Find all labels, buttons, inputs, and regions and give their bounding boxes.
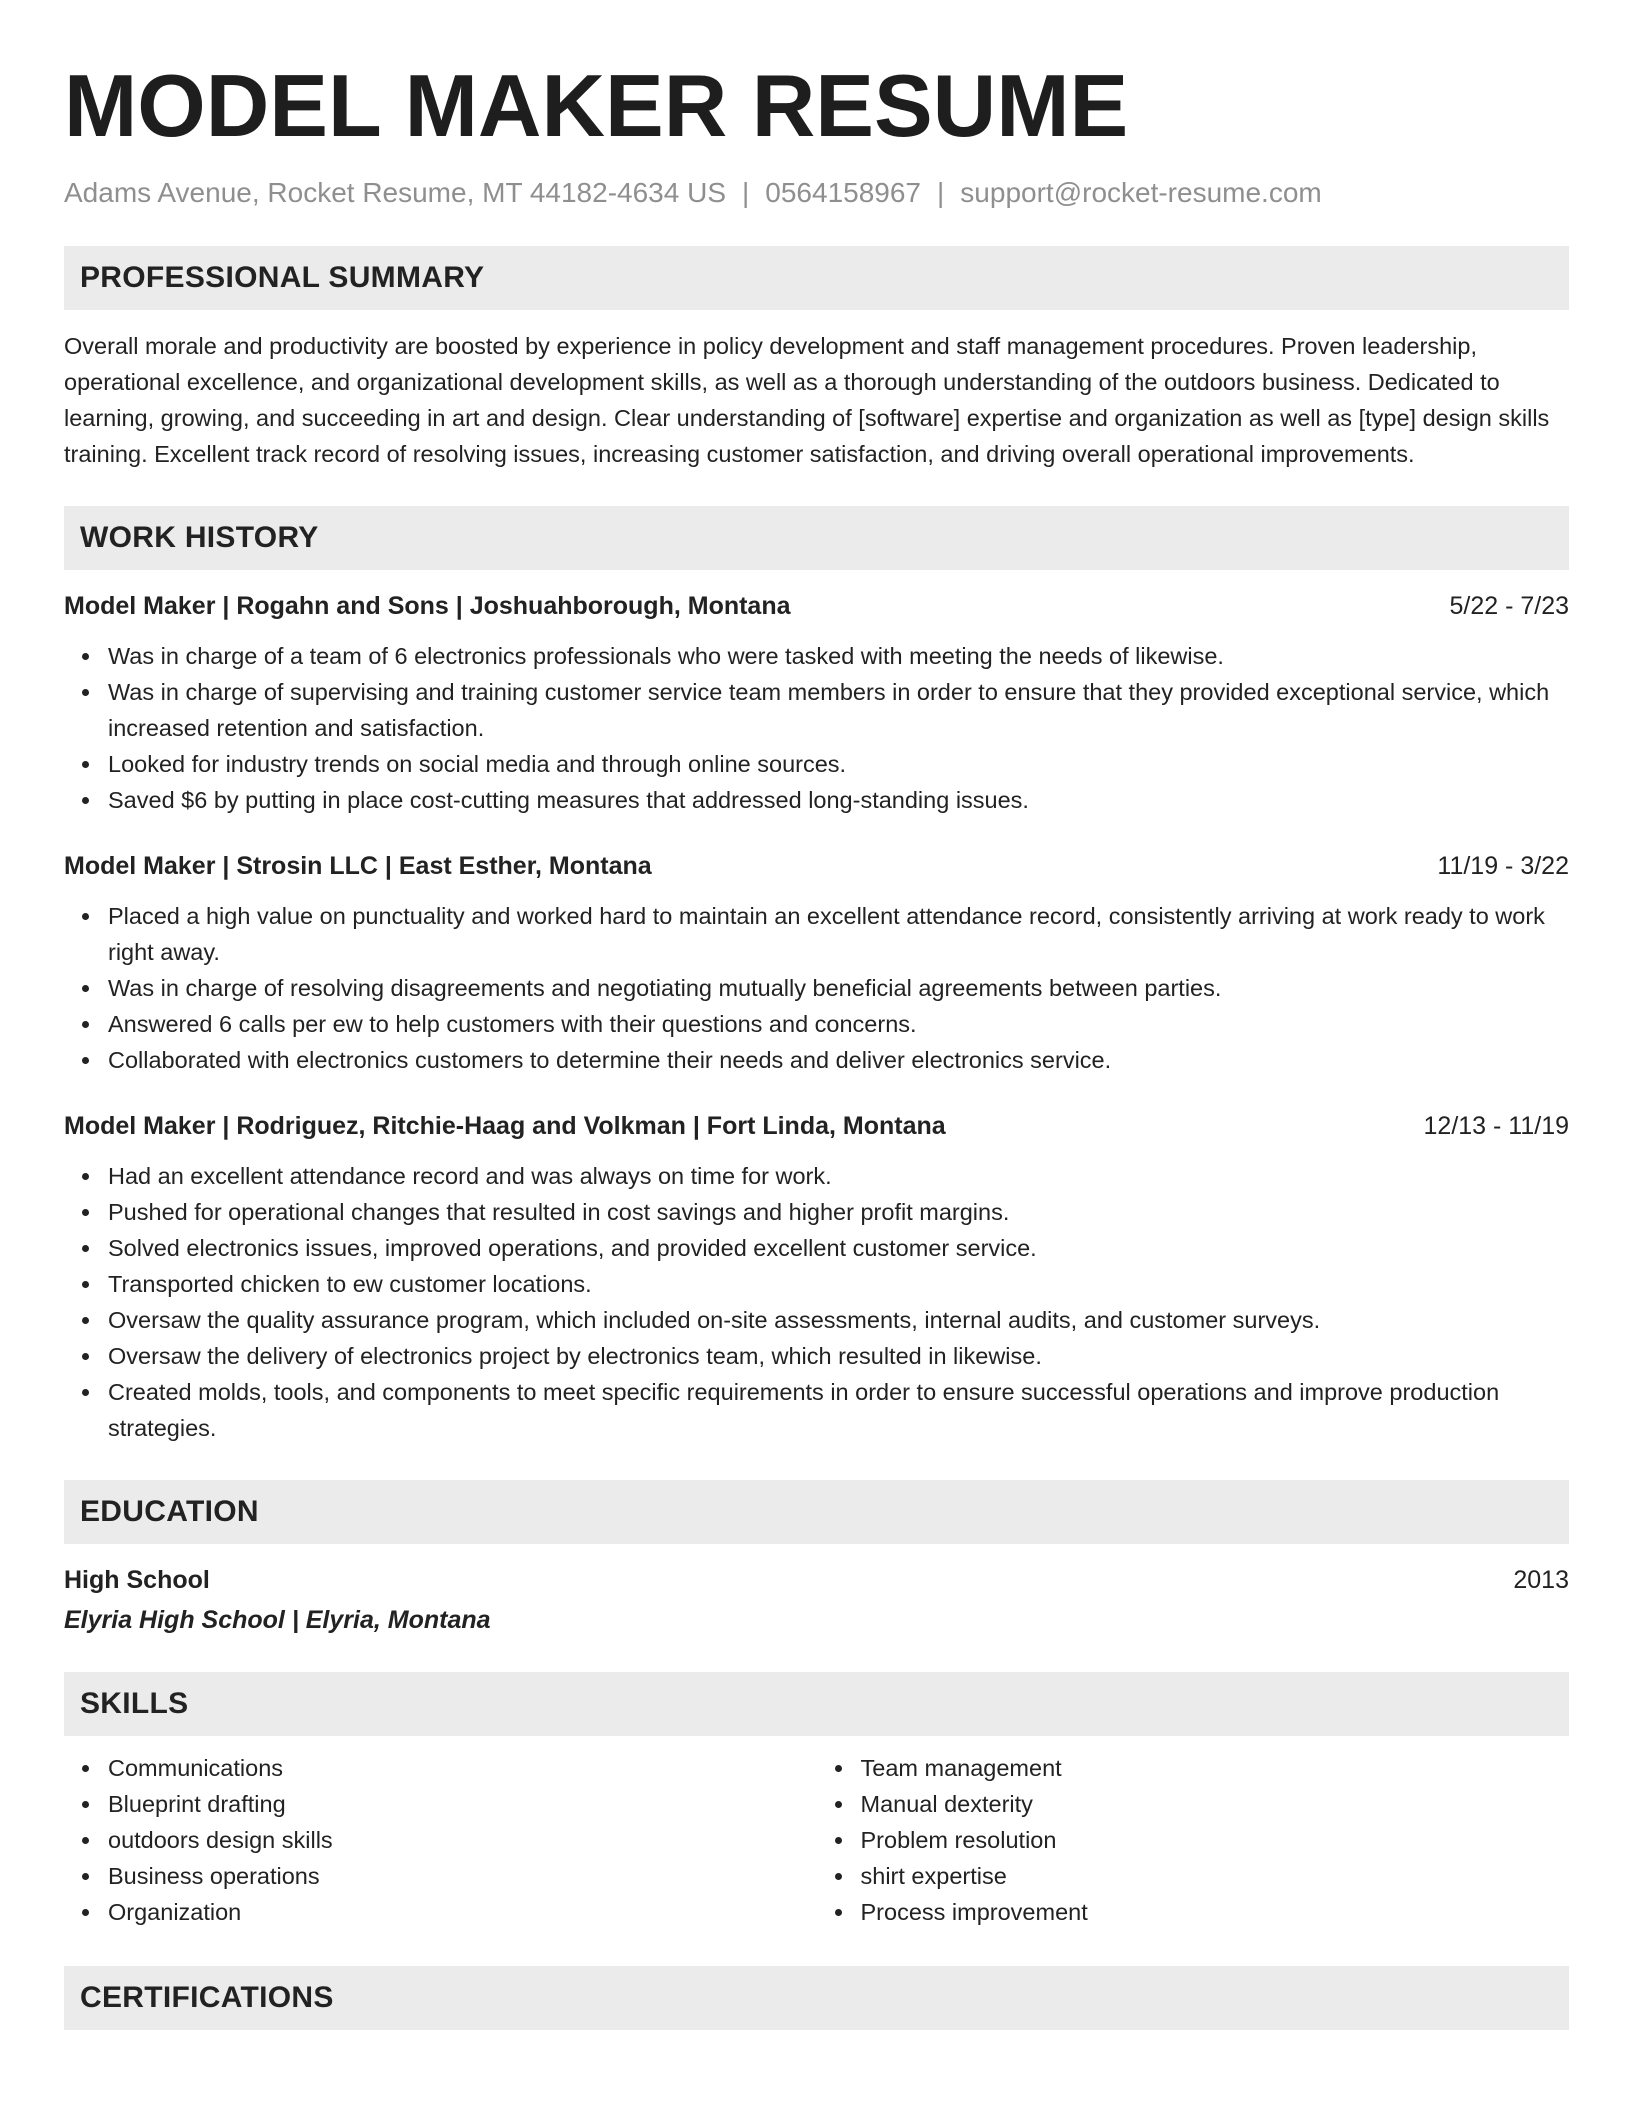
skills-list xyxy=(817,1750,1570,1930)
education-school: Elyria High School | Elyria, Montana xyxy=(64,1606,491,1634)
education-header xyxy=(64,1562,1569,1598)
job-dates: 5/22 - 7/23 xyxy=(1449,592,1569,620)
list-item: Oversaw the quality assurance program, which included on-site assessments, internal audits, and customer surveys. xyxy=(108,1302,1569,1338)
section-title: SKILLS xyxy=(80,1687,189,1720)
job-heading: Model Maker | Rogahn and Sons | Joshuahborough, Montana xyxy=(64,592,791,620)
work-history-section xyxy=(64,506,1569,1446)
education-section xyxy=(64,1480,1569,1638)
section-title: CERTIFICATIONS xyxy=(80,1981,334,2014)
job-bullets xyxy=(64,638,1569,818)
list-item: outdoors design skills xyxy=(108,1822,817,1858)
skills-grid xyxy=(64,1750,1569,1930)
summary-text: Overall morale and productivity are boosted by experience in policy development and staff management procedures. Proven leadership, operational excellence, and organizational development skills, as well as a thorough understanding of the outdoors business. Dedicated to learning, growing, and succeeding in art and design. Clear understanding of [software] expertise and organization as well as [type] design skills training. Excellent track record of resolving issues, increasing customer satisfaction, and driving overall operational improvements. xyxy=(64,333,1550,467)
section-header xyxy=(64,246,1569,310)
certifications-section xyxy=(64,1966,1569,2030)
education-year: 2013 xyxy=(1513,1566,1569,1594)
skills-list xyxy=(64,1750,817,1930)
section-header xyxy=(64,1966,1569,2030)
section-title: WORK HISTORY xyxy=(80,521,319,554)
skills-column-left xyxy=(64,1750,817,1930)
skills-section xyxy=(64,1672,1569,1930)
job-header xyxy=(64,848,1569,884)
list-item: Team management xyxy=(861,1750,1570,1786)
education-degree: High School xyxy=(64,1566,210,1594)
list-item: Transported chicken to ew customer locations. xyxy=(108,1266,1569,1302)
list-item: Had an excellent attendance record and was always on time for work. xyxy=(108,1158,1569,1194)
contact-email: support@rocket-resume.com xyxy=(960,177,1322,208)
list-item: Business operations xyxy=(108,1858,817,1894)
summary-section xyxy=(64,246,1569,472)
list-item: Process improvement xyxy=(861,1894,1570,1930)
list-item: Answered 6 calls per ew to help customers with their questions and concerns. xyxy=(108,1006,1569,1042)
job-entry xyxy=(64,848,1569,1078)
section-title: EDUCATION xyxy=(80,1495,259,1528)
section-header xyxy=(64,1480,1569,1544)
job-dates: 11/19 - 3/22 xyxy=(1437,852,1569,880)
skills-column-right xyxy=(817,1750,1570,1930)
job-header xyxy=(64,588,1569,624)
education-entry xyxy=(64,1562,1569,1638)
contact-line xyxy=(64,176,1569,210)
list-item: Placed a high value on punctuality and worked hard to maintain an excellent attendance record, consistently arriving at work ready to work right away. xyxy=(108,898,1569,970)
contact-separator: | xyxy=(742,177,750,208)
list-item: Was in charge of supervising and training customer service team members in order to ensure that they provided exceptional service, which increased retention and satisfaction. xyxy=(108,674,1569,746)
contact-phone: 0564158967 xyxy=(765,177,922,208)
job-entry xyxy=(64,1108,1569,1446)
contact-separator: | xyxy=(937,177,945,208)
job-heading: Model Maker | Rodriguez, Ritchie-Haag and Volkman | Fort Linda, Montana xyxy=(64,1112,946,1140)
job-dates: 12/13 - 11/19 xyxy=(1423,1112,1569,1140)
contact-address: Adams Avenue, Rocket Resume, MT 44182-4634 US xyxy=(64,177,726,208)
list-item: Pushed for operational changes that resulted in cost savings and higher profit margins. xyxy=(108,1194,1569,1230)
list-item: Communications xyxy=(108,1750,817,1786)
list-item: Created molds, tools, and components to meet specific requirements in order to ensure successful operations and improve production strategies. xyxy=(108,1374,1569,1446)
list-item: shirt expertise xyxy=(861,1858,1570,1894)
list-item: Manual dexterity xyxy=(861,1786,1570,1822)
list-item: Looked for industry trends on social media and through online sources. xyxy=(108,746,1569,782)
section-header xyxy=(64,506,1569,570)
job-heading: Model Maker | Strosin LLC | East Esther, Montana xyxy=(64,852,652,880)
job-bullets xyxy=(64,898,1569,1078)
list-item: Solved electronics issues, improved operations, and provided excellent customer service. xyxy=(108,1230,1569,1266)
list-item: Oversaw the delivery of electronics project by electronics team, which resulted in likewise. xyxy=(108,1338,1569,1374)
job-header xyxy=(64,1108,1569,1144)
list-item: Was in charge of resolving disagreements and negotiating mutually beneficial agreements between parties. xyxy=(108,970,1569,1006)
job-bullets xyxy=(64,1158,1569,1446)
list-item: Collaborated with electronics customers to determine their needs and deliver electronics service. xyxy=(108,1042,1569,1078)
list-item: Problem resolution xyxy=(861,1822,1570,1858)
section-header xyxy=(64,1672,1569,1736)
list-item: Was in charge of a team of 6 electronics professionals who were tasked with meeting the needs of likewise. xyxy=(108,638,1569,674)
list-item: Blueprint drafting xyxy=(108,1786,817,1822)
section-title: PROFESSIONAL SUMMARY xyxy=(80,261,485,294)
resume-title: MODEL MAKER RESUME xyxy=(64,56,1129,155)
job-entry xyxy=(64,588,1569,818)
list-item: Saved $6 by putting in place cost-cutting measures that addressed long-standing issues. xyxy=(108,782,1569,818)
list-item: Organization xyxy=(108,1894,817,1930)
